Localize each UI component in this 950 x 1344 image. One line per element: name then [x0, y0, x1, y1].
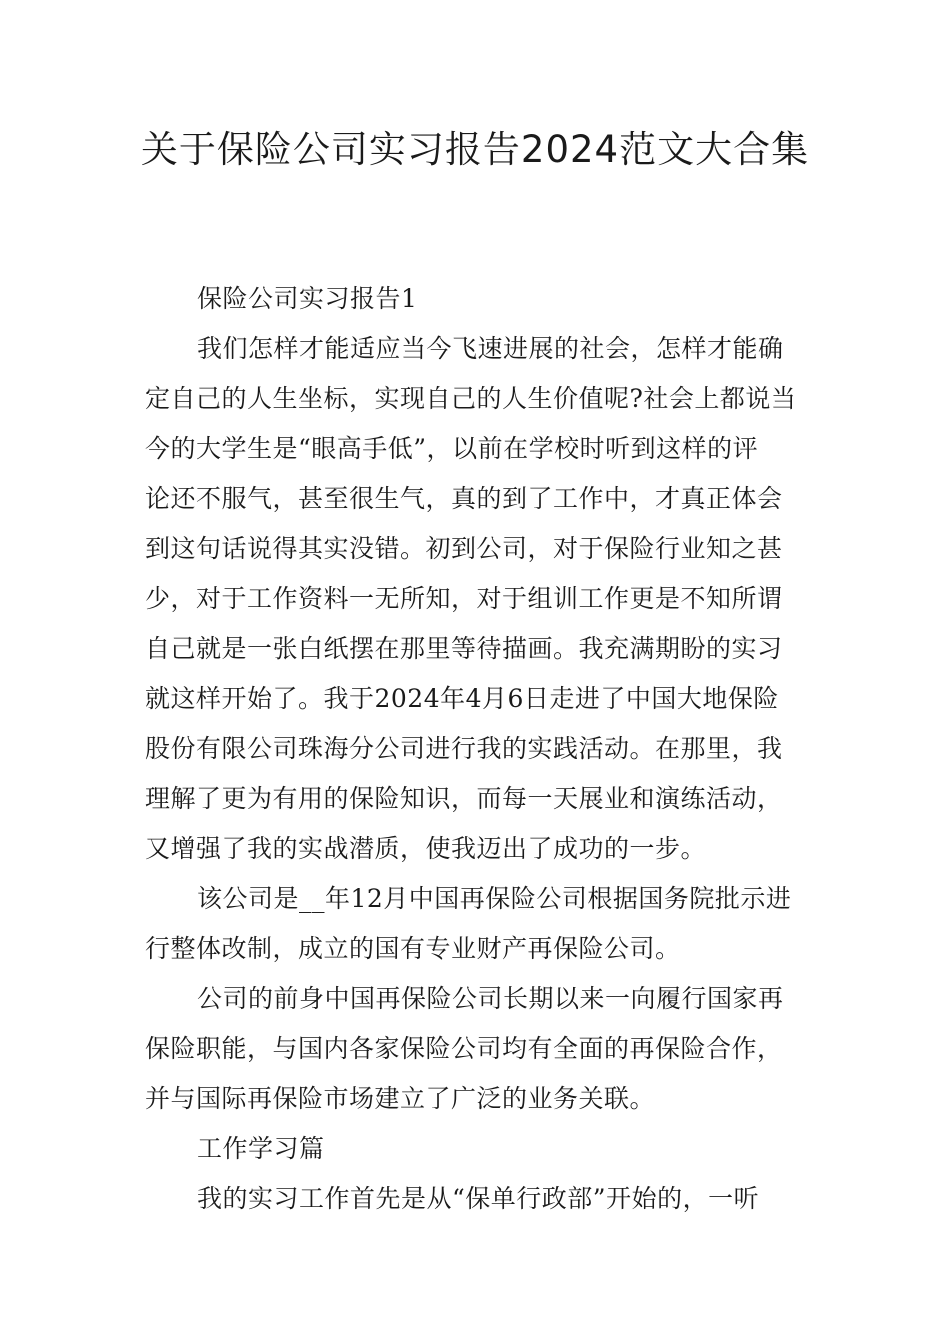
text-line: 论还不服气，甚至很生气，真的到了工作中，才真正体会: [145, 484, 783, 513]
text-line: 定自己的人生坐标，实现自己的人生价值呢?社会上都说当: [145, 384, 797, 413]
document-title: 关于保险公司实习报告2024范文大合集: [140, 128, 810, 171]
text-line: 并与国际再保险市场建立了广泛的业务关联。: [145, 1084, 656, 1113]
text-line: 又增强了我的实战潜质，使我迈出了成功的一步。: [145, 834, 707, 863]
text-line: 我们怎样才能适应当今飞速进展的社会，怎样才能确: [197, 334, 784, 363]
text-line: 自己就是一张白纸摆在那里等待描画。我充满期盼的实习: [145, 634, 783, 663]
text-line: 我的实习工作首先是从“保单行政部”开始的，一听: [197, 1184, 760, 1213]
text-line: 行整体改制，成立的国有专业财产再保险公司。: [145, 934, 681, 963]
text-line: 该公司是__年12月中国再保险公司根据国务院批示进: [197, 884, 792, 913]
document-body: [145, 281, 809, 1231]
text-line: 保险职能，与国内各家保险公司均有全面的再保险合作，: [145, 1034, 783, 1063]
text-line: 少，对于工作资料一无所知，对于组训工作更是不知所谓: [145, 584, 783, 613]
text-line: 今的大学生是“眼高手低”，以前在学校时听到这样的评: [145, 434, 759, 463]
text-line: 保险公司实习报告1: [197, 284, 418, 313]
text-line: 公司的前身中国再保险公司长期以来一向履行国家再: [197, 984, 784, 1013]
section-heading: 工作学习篇: [197, 1134, 325, 1163]
text-line: 理解了更为有用的保险知识，而每一天展业和演练活动，: [145, 784, 783, 813]
text-line: 到这句话说得其实没错。初到公司，对于保险行业知之甚: [145, 534, 783, 563]
text-line: 股份有限公司珠海分公司进行我的实践活动。在那里，我: [145, 734, 783, 763]
text-line: 就这样开始了。我于2024年4月6日走进了中国大地保险: [145, 684, 779, 713]
